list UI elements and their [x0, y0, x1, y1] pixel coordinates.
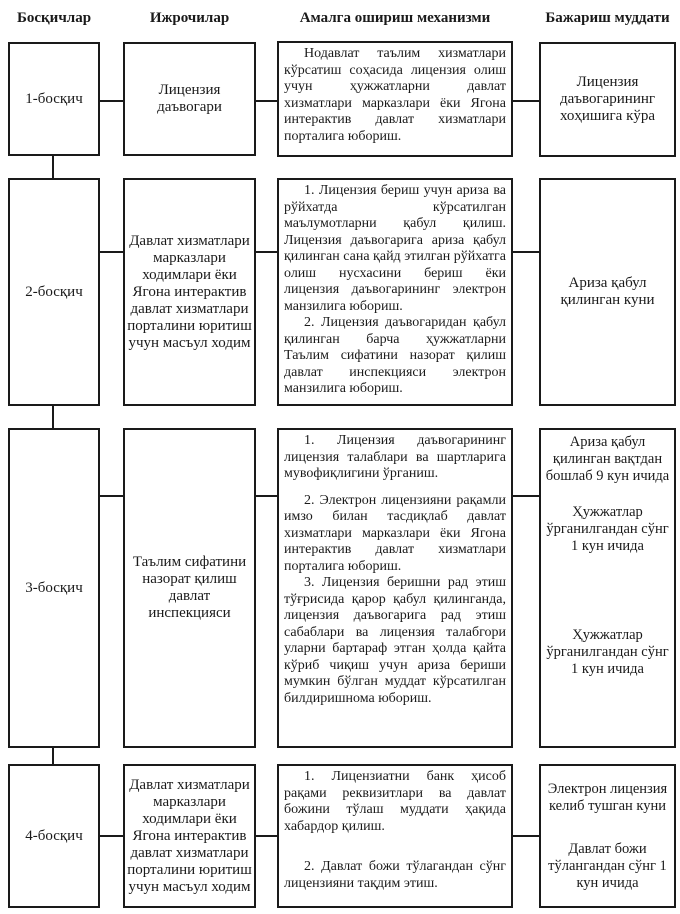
connector-row2-executor-mechanism	[256, 251, 277, 253]
connector-row4-mechanism-deadline	[513, 835, 539, 837]
stage-box-4: 4-босқич	[8, 764, 100, 908]
stage-box-1: 1-босқич	[8, 42, 100, 156]
column-header-deadline: Бажариш муддати	[545, 10, 670, 26]
deadline-box-3	[539, 428, 676, 748]
column-header-stages: Босқичлар	[16, 10, 92, 26]
column-header-executors: Ижрочилар	[149, 10, 230, 26]
connector-stage3-stage4	[52, 748, 54, 764]
mechanism-box-4	[277, 764, 513, 908]
connector-row1-mechanism-deadline	[513, 100, 539, 102]
mechanism-step: 1. Лицензия бериш учун ариза ва рўйхатда кўрсатилган маълумотларни қабул қилиш. Лицензия даъвогарига ариза қабул қилинган сана қайд этилган рўйхатга олиш нусхасини бериш ёки лицензия даъвогарининг электрон манзилига юбориш.	[284, 183, 506, 314]
stage-box-3: 3-босқич	[8, 428, 100, 748]
deadline-box-4	[539, 764, 676, 908]
executor-box-4: Давлат хизматлари марказлари ходимлари ёки Ягона интерактив давлат хизматлари порталини юритиш учун масъул ходим	[123, 764, 256, 908]
connector-row1-executor-mechanism	[256, 100, 277, 102]
connector-row1-stage-executor	[100, 100, 123, 102]
mechanism-step: 1. Лицензия даъвогарининг лицензия талаблари ва шартларига мувофиқлигини ўрганиш.	[284, 433, 506, 481]
mechanism-box-2	[277, 178, 513, 406]
connector-row4-executor-mechanism	[256, 835, 277, 837]
column-header-mechanism: Амалга ошириш механизми	[299, 10, 491, 26]
deadline-note: Давлат божи тўлангандан сўнг 1 кун ичида	[548, 840, 667, 891]
mechanism-step: 2. Лицензия даъвогаридан қабул қилинган барча ҳужжатларни Таълим сифатини назорат қилиш давлат инспекцияси электрон манзилига юбориш.	[284, 315, 506, 396]
connector-row3-stage-executor	[100, 495, 123, 497]
mechanism-box-3	[277, 428, 513, 748]
mechanism-step: 3. Лицензия беришни рад этиш тўғрисида қарор қабул қилинганда, лицензия даъвогарига рад этиш сабаблари ва лицензия талабгори уларни бартараф этган ҳолда қайта кўриб чиқиш учун ариза бериши мумкин бўлган муддат кўрсатилган билдиришнома юбориш.	[284, 575, 506, 706]
deadline-note: Ҳужжатлар ўрганилгандан сўнг 1 кун ичида	[546, 504, 669, 554]
executor-box-2: Давлат хизматлари марказлари ходимлари ёки Ягона интерактив давлат хизматлари порталини юритиш учун масъул ходим	[123, 178, 256, 406]
connector-row3-executor-mechanism	[256, 495, 277, 497]
deadline-note: Ҳужжатлар ўрганилгандан сўнг 1 кун ичида	[546, 627, 669, 677]
mechanism-box-1	[277, 41, 513, 157]
connector-row2-stage-executor	[100, 251, 123, 253]
mechanism-step: Нодавлат таълим хизматлари кўрсатиш соҳасида лицензия олиш учун ҳужжатларни давлат хизматлари марказлари ёки Ягона интерактив давлат хизматлари порталига юбориш.	[284, 46, 506, 144]
connector-row3-mechanism-deadline	[513, 495, 539, 497]
connector-stage1-stage2	[52, 156, 54, 178]
deadline-note: Электрон лицензия келиб тушган куни	[547, 780, 668, 814]
mechanism-step: 2. Давлат божи тўлагандан сўнг лицензияни тақдим этиш.	[284, 859, 506, 891]
deadline-box-1: Лицензия даъвогарининг хоҳишига кўра	[539, 42, 676, 157]
stage-box-2: 2-босқич	[8, 178, 100, 406]
deadline-note: Ариза қабул қилинган вақтдан бошлаб 9 кун ичида	[545, 434, 670, 484]
connector-stage2-stage3	[52, 406, 54, 428]
connector-row4-stage-executor	[100, 835, 123, 837]
deadline-box-2: Ариза қабул қилинган куни	[539, 178, 676, 406]
mechanism-step: 1. Лицензиатни банк ҳисоб рақами реквизитлари ва давлат божини тўлаш муддати ҳақида хабардор қилиш.	[284, 769, 506, 834]
executor-box-1: Лицензия даъвогари	[123, 42, 256, 156]
mechanism-step: 2. Электрон лицензияни рақамли имзо билан тасдиқлаб давлат хизматлари марказлари ёки Ягона интерактив давлат хизматлари порталига юбориш.	[284, 492, 506, 574]
connector-row2-mechanism-deadline	[513, 251, 539, 253]
executor-box-3: Таълим сифатини назорат қилиш давлат инспекцияси	[123, 428, 256, 748]
